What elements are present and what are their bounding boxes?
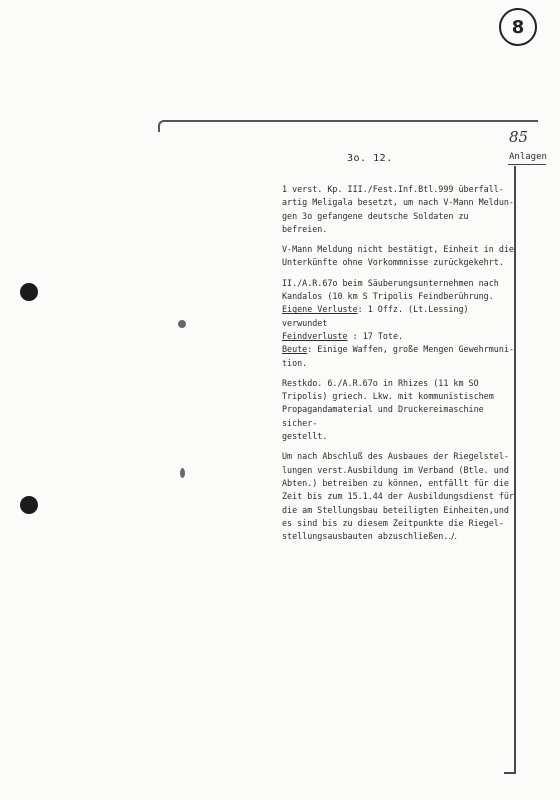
entry-training: [282, 450, 514, 544]
ink-smudge: [180, 468, 185, 478]
end-mark: ./.: [448, 532, 458, 543]
diary-entries: [282, 183, 514, 551]
entry-kandalos: [282, 277, 514, 370]
anlagen-underline: [508, 164, 546, 165]
punch-hole-bottom: [20, 496, 38, 514]
ledger-top-rule: [164, 120, 538, 122]
enemy-losses-value: : 17 Tote.: [347, 330, 404, 341]
handwritten-page-number: 85: [509, 128, 529, 146]
entry-rhizes: Restkdo. 6./A.R.67o in Rhizes (11 km SO Tripolis) griech. Lkw. mit kommunistischem Propagandamaterial und Druckereimaschine sicher- gestellt.: [282, 377, 494, 442]
entry-date: 3o. 12.: [347, 153, 393, 164]
entry-vmann-result: V-Mann Meldung nicht bestätigt, Einheit in die Unterkünfte ohne Vorkommnisse zurückgekehrt.: [282, 244, 514, 268]
booty-label: Beute: [282, 344, 308, 355]
enemy-losses-label: Feindverluste: [282, 330, 348, 341]
booty-value: : Einige Waffen, große Mengen Gewehrmuni- tion.: [282, 344, 514, 368]
entry-kandalos-line1: II./A.R.67o beim Säuberungsunternehmen nach: [282, 277, 499, 288]
punch-hole-top: [20, 283, 38, 301]
ledger-bottom-tick: [504, 772, 516, 774]
entry-kandalos-line2: Kandalos (10 km S Tripolis Feindberührung.: [282, 291, 494, 302]
ledger-right-rule: [514, 166, 516, 772]
entry-meligala: 1 verst. Kp. III./Fest.Inf.Btl.999 überfall- artig Meligala besetzt, um nach V-Mann Meldun- gen 3o gefangene deutsche Soldaten zu befreien.: [282, 184, 514, 234]
own-losses-label: Eigene Verluste: [282, 304, 358, 315]
anlagen-column-header: Anlagen: [509, 152, 547, 162]
own-losses-value: : 1 Offz. (Lt.Lessing) verwundet: [282, 304, 469, 328]
archive-page-stamp: 8: [499, 8, 537, 46]
ink-smudge: [178, 320, 186, 328]
entry-training-text: Um nach Abschluß des Ausbaues der Riegelstel- lungen verst.Ausbildung im Verband (Btle. und Abten.) betreiben zu können, entfällt für die Zeit bis zum 15.1.44 der Ausbildungsdienst für die am Stellungsbau beteiligten Einheiten,und es sind bis zu diesem Zeitpunkte die Riegel- stellungsausbauten abzuschließen.: [282, 451, 514, 542]
